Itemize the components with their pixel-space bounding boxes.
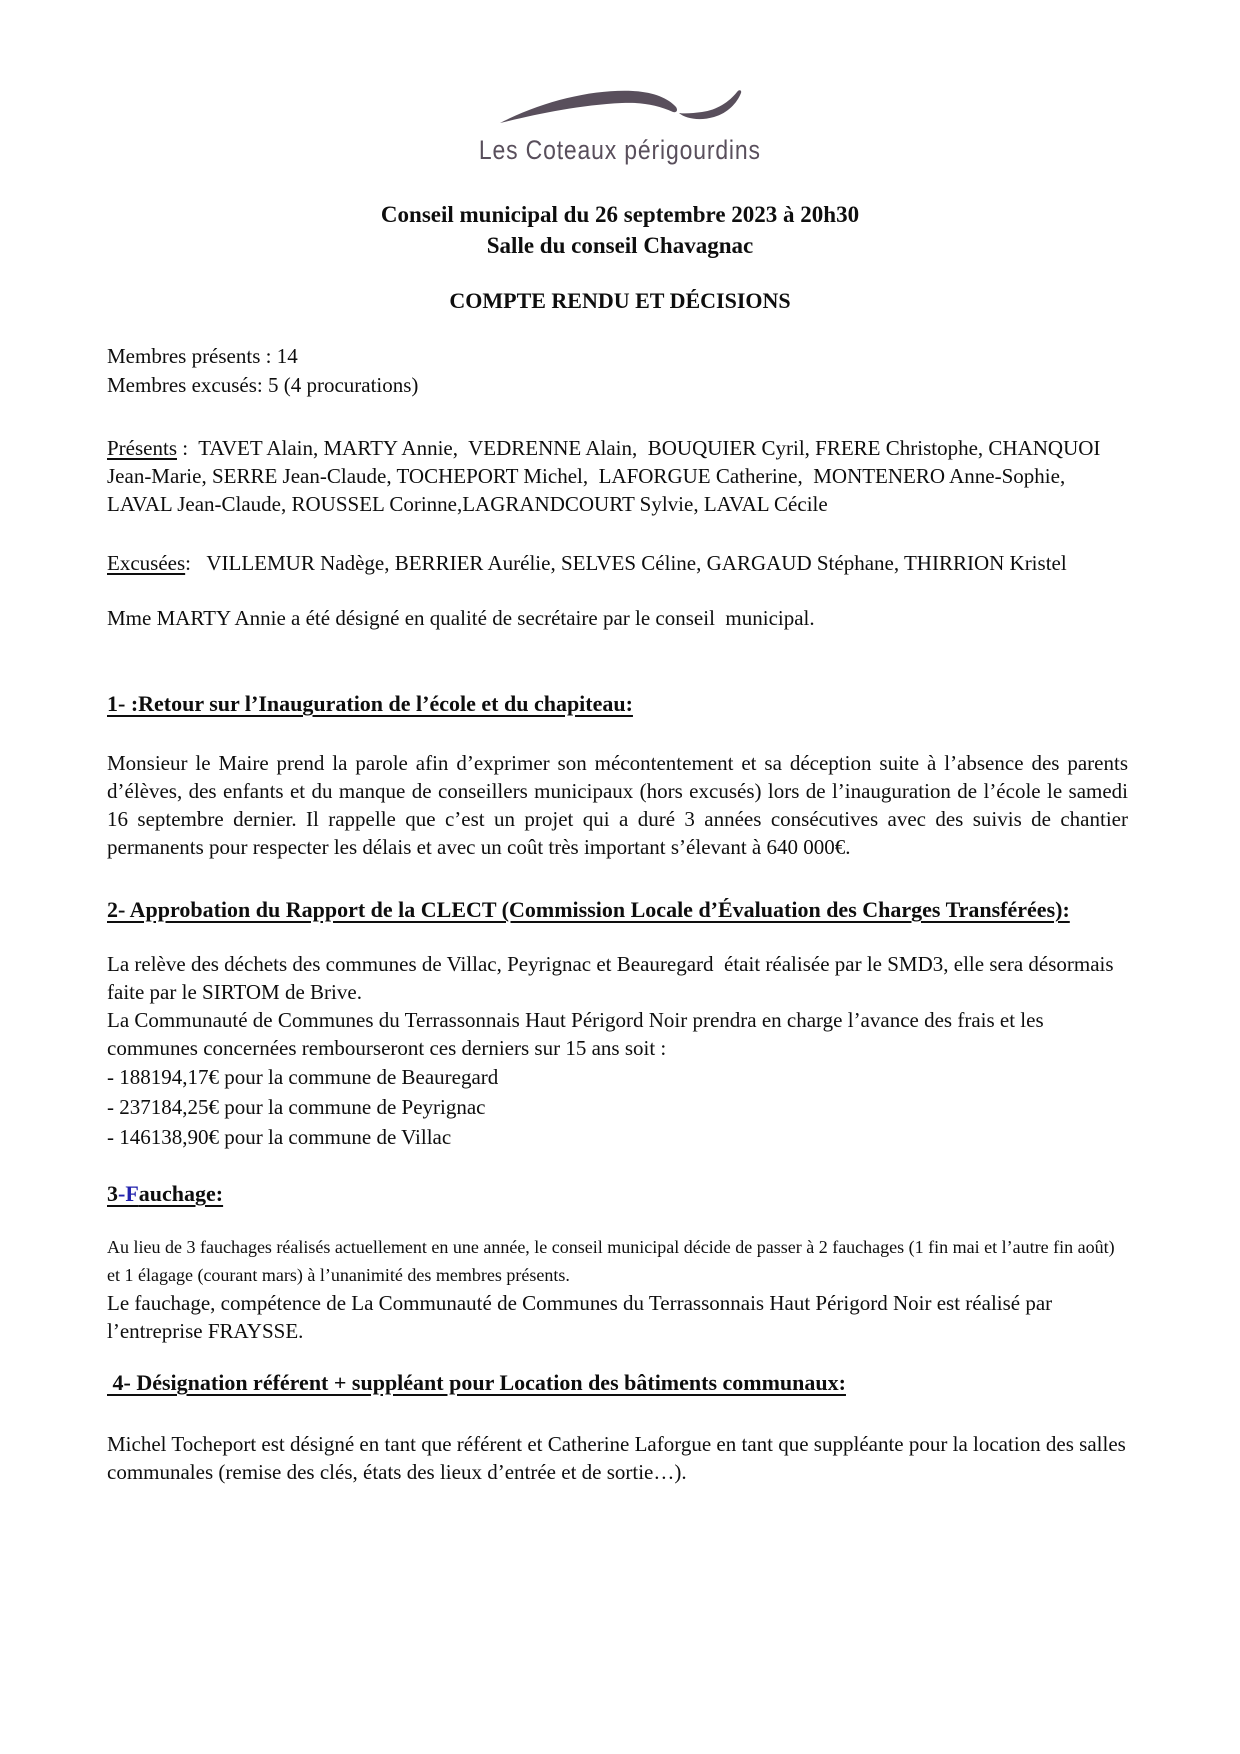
- excused-label: Excusées: [107, 551, 186, 575]
- section-3-paragraph: Le fauchage, compétence de La Communauté de Communes du Terrassonnais Haut Périgord Noir est réalisé par l’entreprise FRAYSSE.: [107, 1291, 1058, 1343]
- excused-names: VILLEMUR Nadège, BERRIER Aurélie, SELVES Céline, GARGAUD Stéphane, THIRRION Kristel: [206, 551, 1067, 575]
- presents-names: TAVET Alain, MARTY Annie, VEDRENNE Alain, BOUQUIER Cyril, FRERE Christophe, CHANQUOI Jean-Marie, SERRE Jean-Claude, TOCHEPORT Michel, LAFORGUE Catherine, MONTENERO Anne-Sophie, LAVAL Jean-Claude, ROUSSEL Corinne,LAGRANDCOURT Sylvie, LAVAL Cécile: [107, 436, 1106, 516]
- section-3-heading-rest: auchage:: [138, 1181, 224, 1206]
- logo-text: Les Coteaux périgourdins: [479, 135, 761, 165]
- list-item-villac: - 146138,90€ pour la commune de Villac: [107, 1125, 452, 1149]
- excused-separator: :: [185, 551, 207, 575]
- presents-label: Présents: [107, 436, 177, 460]
- section-4-heading: [107, 1368, 1128, 1398]
- logo: [0, 85, 1240, 165]
- section-1-heading-text: 1- :Retour sur l’Inauguration de l’école et du chapiteau:: [107, 691, 633, 716]
- logo-swoosh-icon: [498, 85, 742, 125]
- meeting-title: Conseil municipal du 26 septembre 2023 à 20h30: [380, 202, 860, 227]
- section-4-heading-text: 4- Désignation référent + suppléant pour Location des bâtiments communaux:: [107, 1370, 846, 1395]
- document-body: [0, 342, 1240, 1486]
- section-1-paragraph: Monsieur le Maire prend la parole afin d’exprimer son mécontentement et sa déception suite à l’absence des parents d’élèves, des enfants et du manque de conseillers municipaux (hors excusés) lors de l’inauguration de l’école le samedi 16 septembre dernier. Il rappelle que c’est un projet qui a duré 3 années consécutives avec des suivis de chantier permanents pour respecter les délais et avec un coût très important s’élevant à 640 000€.: [107, 751, 1128, 859]
- presents-paragraph: [107, 434, 1128, 518]
- list-item-peyrignac: - 237184,25€ pour la commune de Peyrignac: [107, 1095, 486, 1119]
- list-item-beauregard: - 188194,17€ pour la commune de Beauregard: [107, 1065, 499, 1089]
- excused-paragraph: [107, 549, 1128, 577]
- section-3-heading: [107, 1179, 1128, 1209]
- members-present-count: Membres présents : 14: [107, 344, 298, 368]
- section-3-paragraph-small: Au lieu de 3 fauchages réalisés actuellement en une année, le conseil municipal décide de passer à 2 fauchages (1 fin mai et l’autre fin août) et 1 élagage (courant mars) à l’unanimité des membres présents.: [107, 1237, 1120, 1285]
- section-2-paragraph-1: La relève des déchets des communes de Villac, Peyrignac et Beauregard était réalisée par le SMD3, elle sera désormais faite par le SIRTOM de Brive.: [107, 952, 1119, 1004]
- report-heading: COMPTE RENDU ET DÉCISIONS: [449, 288, 791, 313]
- section-4-paragraph: Michel Tocheport est désigné en tant que référent et Catherine Laforgue en tant que suppléante pour la location des salles communales (remise des clés, états des lieux d’entrée et de sortie…).: [107, 1432, 1132, 1484]
- members-excused-count: Membres excusés: 5 (4 procurations): [107, 373, 419, 397]
- section-3-heading-number: 3: [107, 1181, 118, 1206]
- section-1-heading: [107, 689, 1128, 719]
- section-2-heading-text: 2- Approbation du Rapport de la CLECT (Commission Locale d’Évaluation des Charges Transférées):: [107, 897, 1070, 922]
- section-2-heading: [107, 893, 1128, 926]
- presents-separator: :: [177, 436, 199, 460]
- section-3-heading-blue-fragment: -F: [118, 1181, 139, 1206]
- section-2-paragraph-2: La Communauté de Communes du Terrassonnais Haut Périgord Noir prendra en charge l’avance des frais et les communes concernées rembourseront ces derniers sur 15 ans soit :: [107, 1008, 1049, 1060]
- reimbursement-list: [107, 1062, 1128, 1152]
- meeting-location: Salle du conseil Chavagnac: [486, 233, 754, 258]
- secretary-line: Mme MARTY Annie a été désigné en qualité de secrétaire par le conseil municipal.: [107, 606, 815, 630]
